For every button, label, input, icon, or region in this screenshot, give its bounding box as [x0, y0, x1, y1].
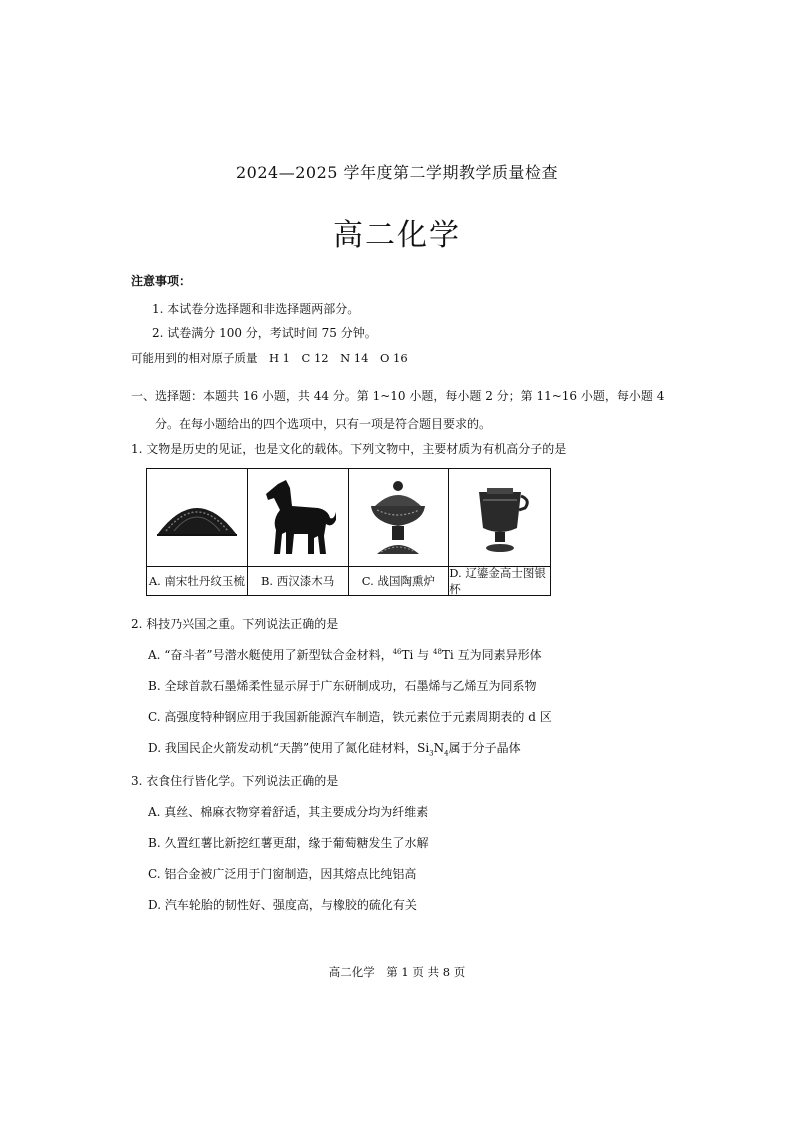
subscript: 3 — [429, 749, 434, 758]
section-one-instructions — [131, 382, 731, 438]
option-text: N — [433, 741, 445, 755]
section-line-1: 一、选择题：本题共 16 小题，共 44 分。第 1~10 小题，每小题 2 分；第 11~16 小题，每小题 4 — [131, 389, 665, 403]
question-3-stem: 3. 衣食住行皆化学。下列说法正确的是 — [131, 774, 339, 788]
artifact-label-d: D. 辽鎏金高士图银杯 — [449, 566, 546, 596]
artifact-image-c — [349, 469, 450, 567]
artifact-label-a: A. 南宋牡丹纹玉梳 — [147, 567, 248, 595]
artifact-label-c: C. 战国陶熏炉 — [349, 567, 450, 595]
exam-year-line: 2024—2025 学年度第二学期教学质量检查 — [235, 163, 559, 182]
jade-comb-icon — [152, 493, 242, 543]
section-line-2: 分。在每小题给出的四个选项中，只有一项是符合题目要求的。 — [155, 417, 492, 431]
question-2-option-d — [148, 739, 521, 757]
artifact-image-b — [248, 469, 349, 567]
pottery-censer-icon — [363, 476, 433, 560]
question-1-stem: 1. 文物是历史的见证，也是文化的载体。下列文物中，主要材质为有机高分子的是 — [131, 442, 567, 456]
option-text: Ti 互为同素异形体 — [441, 648, 542, 662]
question-3-option-c: C. 铝合金被广泛用于门窗制造，因其熔点比纯铝高 — [148, 867, 417, 881]
question-2-option-a — [148, 646, 542, 663]
subscript: 4 — [444, 749, 449, 758]
artifact-label-b: B. 西汉漆木马 — [248, 567, 349, 595]
question-2-stem: 2. 科技乃兴国之重。下列说法正确的是 — [131, 617, 339, 631]
option-text: Ti 与 — [401, 648, 433, 662]
notice-heading: 注意事项： — [131, 274, 192, 288]
option-text: D. 我国民企火箭发动机“天鹊”使用了氮化硅材料，Si — [148, 741, 430, 755]
notice-item: 1. 本试卷分选择题和非选择题两部分。 — [152, 302, 360, 316]
atomic-masses: 可能用到的相对原子质量 H 1 C 12 N 14 O 16 — [131, 351, 408, 365]
silver-cup-icon — [465, 478, 535, 558]
question-3-option-b: B. 久置红薯比新挖红薯更甜，缘于葡萄糖发生了水解 — [148, 836, 429, 850]
mass-number: 46 — [392, 648, 402, 656]
page-footer: 高二化学 第 1 页 共 8 页 — [328, 965, 466, 979]
question-3-option-a: A. 真丝、棉麻衣物穿着舒适，其主要成分均为纤维素 — [148, 805, 429, 819]
lacquer-horse-icon — [258, 476, 338, 560]
notice-item: 2. 试卷满分 100 分，考试时间 75 分钟。 — [152, 326, 377, 340]
question-3-option-d: D. 汽车轮胎的韧性好、强度高，与橡胶的硫化有关 — [148, 898, 417, 912]
artifact-image-d — [449, 469, 550, 567]
question-2-option-b: B. 全球首款石墨烯柔性显示屏于广东研制成功，石墨烯与乙烯互为同系物 — [148, 679, 537, 693]
artifact-table — [146, 468, 551, 596]
mass-number: 48 — [432, 648, 442, 656]
option-text: A. “奋斗者”号潜水艇使用了新型钛合金材料， — [148, 648, 393, 662]
exam-subject-title: 高二化学 — [333, 218, 461, 253]
question-2-option-c: C. 高强度特种钢应用于我国新能源汽车制造，铁元素位于元素周期表的 d 区 — [148, 710, 552, 724]
option-text: 属于分子晶体 — [448, 741, 521, 755]
artifact-image-a — [147, 469, 248, 567]
